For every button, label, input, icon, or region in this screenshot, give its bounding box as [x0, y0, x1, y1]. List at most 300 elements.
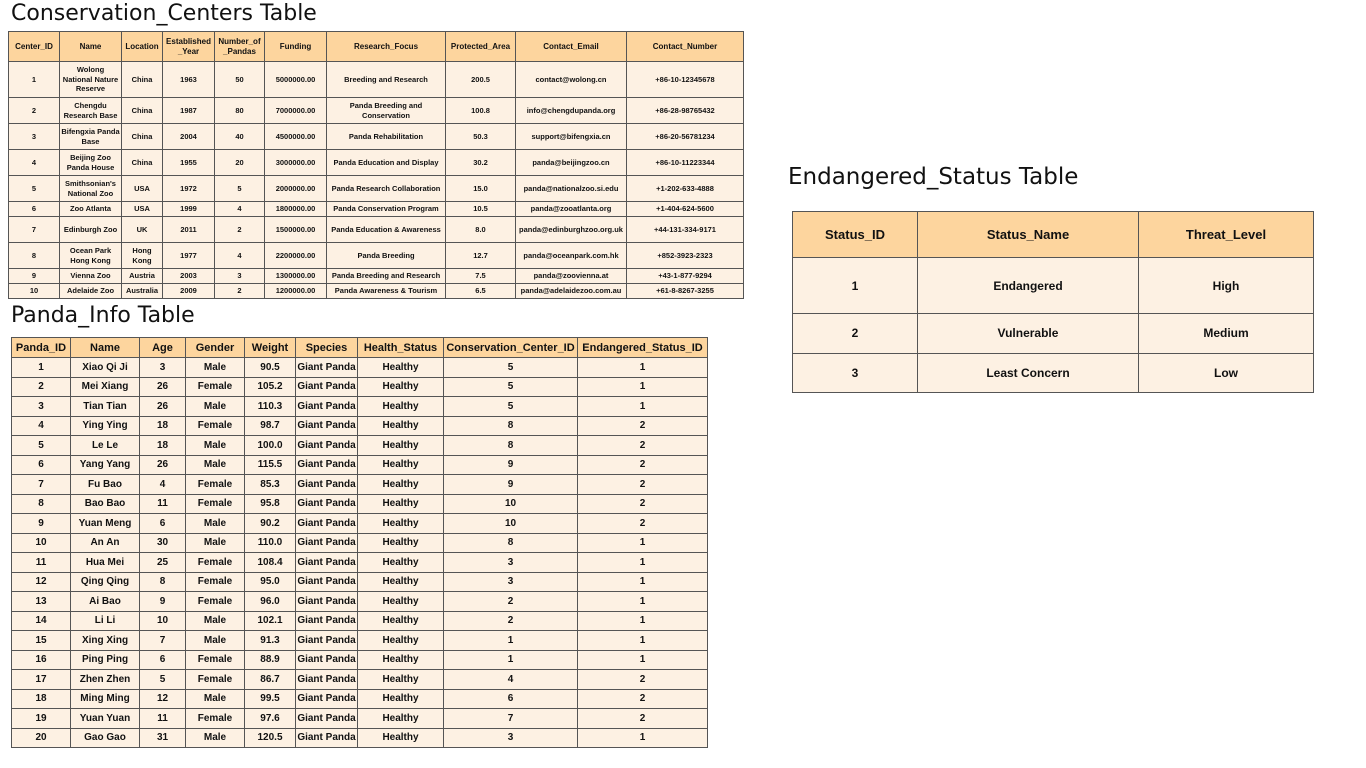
- table-cell: 8.0: [446, 217, 516, 243]
- table-cell: 1: [578, 533, 708, 553]
- table-cell: Zhen Zhen: [71, 670, 140, 690]
- table-cell: 6.5: [446, 284, 516, 299]
- table-cell: 12: [12, 572, 71, 592]
- table-row: [9, 124, 744, 150]
- table-cell: 19: [12, 709, 71, 729]
- table-cell: 20: [12, 728, 71, 748]
- table-cell: 11: [140, 709, 186, 729]
- table-cell: 1300000.00: [265, 269, 327, 284]
- table-row: [9, 202, 744, 217]
- table-cell: 10: [12, 533, 71, 553]
- table-cell: 9: [12, 514, 71, 534]
- table-cell: Male: [186, 514, 245, 534]
- table-cell: 6: [140, 650, 186, 670]
- table-cell: 96.0: [245, 592, 296, 612]
- table-row: [9, 284, 744, 299]
- column-header: Contact_Email: [516, 32, 627, 62]
- table-cell: 7: [444, 709, 578, 729]
- table-cell: panda@adelaidezoo.com.au: [516, 284, 627, 299]
- table-cell: Giant Panda: [296, 650, 358, 670]
- table-cell: 91.3: [245, 631, 296, 651]
- table-cell: Male: [186, 358, 245, 378]
- table-cell: 1: [578, 631, 708, 651]
- column-header: Age: [140, 338, 186, 358]
- table-cell: 5: [444, 397, 578, 417]
- table-cell: Ai Bao: [71, 592, 140, 612]
- table-cell: 4: [215, 202, 265, 217]
- table-cell: 80: [215, 98, 265, 124]
- table-row: [12, 553, 708, 573]
- table-cell: Qing Qing: [71, 572, 140, 592]
- table-cell: Giant Panda: [296, 709, 358, 729]
- table-cell: 14: [12, 611, 71, 631]
- table-cell: 2: [578, 416, 708, 436]
- table-cell: 10.5: [446, 202, 516, 217]
- table-row: [9, 98, 744, 124]
- table-cell: High: [1139, 258, 1314, 314]
- table-cell: 9: [140, 592, 186, 612]
- table-cell: 5: [9, 176, 60, 202]
- table-cell: Giant Panda: [296, 397, 358, 417]
- table-cell: Healthy: [358, 416, 444, 436]
- table-cell: Li Li: [71, 611, 140, 631]
- table-cell: 95.8: [245, 494, 296, 514]
- table-cell: An An: [71, 533, 140, 553]
- table-row: [12, 514, 708, 534]
- table-cell: 18: [12, 689, 71, 709]
- conservation-centers-table: [8, 31, 744, 299]
- table-cell: 1: [578, 572, 708, 592]
- table-cell: 50.3: [446, 124, 516, 150]
- table-cell: info@chengdupanda.org: [516, 98, 627, 124]
- table-cell: 3: [793, 353, 918, 393]
- header-row: [12, 338, 708, 358]
- table-cell: Healthy: [358, 650, 444, 670]
- table-cell: Giant Panda: [296, 611, 358, 631]
- table-cell: 5: [444, 358, 578, 378]
- table-cell: panda@zooatlanta.org: [516, 202, 627, 217]
- table-cell: Healthy: [358, 475, 444, 495]
- table-cell: Healthy: [358, 533, 444, 553]
- table-cell: 2: [578, 436, 708, 456]
- table-row: [9, 176, 744, 202]
- table-cell: Healthy: [358, 455, 444, 475]
- table-cell: Australia: [122, 284, 163, 299]
- table-cell: Bifengxia Panda Base: [60, 124, 122, 150]
- table-cell: 8: [140, 572, 186, 592]
- table-cell: 1: [9, 62, 60, 98]
- endangered-status-title: Endangered_Status Table: [788, 164, 1079, 190]
- table-cell: Male: [186, 455, 245, 475]
- table-cell: Panda Breeding: [327, 243, 446, 269]
- table-cell: 1800000.00: [265, 202, 327, 217]
- table-cell: 200.5: [446, 62, 516, 98]
- table-cell: 1500000.00: [265, 217, 327, 243]
- table-cell: 2: [444, 611, 578, 631]
- table-cell: Breeding and Research: [327, 62, 446, 98]
- table-cell: support@bifengxia.cn: [516, 124, 627, 150]
- table-cell: 88.9: [245, 650, 296, 670]
- table-cell: 4: [9, 150, 60, 176]
- table-cell: 1: [578, 553, 708, 573]
- table-cell: Tian Tian: [71, 397, 140, 417]
- table-cell: 26: [140, 397, 186, 417]
- table-cell: +86-28-98765432: [627, 98, 744, 124]
- column-header: Name: [71, 338, 140, 358]
- table-cell: Chengdu Research Base: [60, 98, 122, 124]
- table-row: [12, 728, 708, 748]
- table-cell: contact@wolong.cn: [516, 62, 627, 98]
- table-row: [9, 269, 744, 284]
- table-cell: Healthy: [358, 397, 444, 417]
- table-cell: 3: [444, 572, 578, 592]
- table-cell: 1: [444, 650, 578, 670]
- table-cell: 2: [578, 494, 708, 514]
- table-cell: 2: [578, 514, 708, 534]
- table-cell: Giant Panda: [296, 592, 358, 612]
- table-cell: China: [122, 150, 163, 176]
- table-cell: Male: [186, 397, 245, 417]
- table-cell: 2200000.00: [265, 243, 327, 269]
- table-cell: Hong Kong: [122, 243, 163, 269]
- table-cell: 8: [9, 243, 60, 269]
- table-cell: Yuan Yuan: [71, 709, 140, 729]
- table-cell: +44-131-334-9171: [627, 217, 744, 243]
- table-cell: 2: [578, 670, 708, 690]
- table-cell: Male: [186, 533, 245, 553]
- table-cell: Austria: [122, 269, 163, 284]
- table-cell: 3: [9, 124, 60, 150]
- table-cell: 7: [9, 217, 60, 243]
- table-cell: 6: [12, 455, 71, 475]
- table-cell: Ming Ming: [71, 689, 140, 709]
- table-cell: Healthy: [358, 631, 444, 651]
- table-row: [793, 353, 1314, 393]
- table-cell: 99.5: [245, 689, 296, 709]
- table-cell: Vienna Zoo: [60, 269, 122, 284]
- table-cell: 2: [9, 98, 60, 124]
- table-cell: 7.5: [446, 269, 516, 284]
- table-cell: 1: [793, 258, 918, 314]
- table-cell: Giant Panda: [296, 475, 358, 495]
- table-cell: 1: [578, 611, 708, 631]
- table-cell: 2: [215, 217, 265, 243]
- table-cell: Giant Panda: [296, 494, 358, 514]
- column-header: Conservation_Center_ID: [444, 338, 578, 358]
- table-cell: Giant Panda: [296, 572, 358, 592]
- table-cell: 4: [444, 670, 578, 690]
- table-cell: 105.2: [245, 377, 296, 397]
- table-cell: Healthy: [358, 728, 444, 748]
- table-cell: 30: [140, 533, 186, 553]
- table-cell: 9: [444, 475, 578, 495]
- table-cell: 2: [578, 689, 708, 709]
- table-cell: Ying Ying: [71, 416, 140, 436]
- table-cell: Female: [186, 650, 245, 670]
- column-header: Center_ID: [9, 32, 60, 62]
- table-row: [12, 416, 708, 436]
- table-cell: Edinburgh Zoo: [60, 217, 122, 243]
- table-cell: panda@oceanpark.com.hk: [516, 243, 627, 269]
- table-cell: Healthy: [358, 670, 444, 690]
- table-cell: 2000000.00: [265, 176, 327, 202]
- table-row: [12, 377, 708, 397]
- table-cell: Female: [186, 709, 245, 729]
- panda-info-title: Panda_Info Table: [11, 303, 195, 328]
- table-cell: Zoo Atlanta: [60, 202, 122, 217]
- table-cell: Healthy: [358, 572, 444, 592]
- table-cell: Male: [186, 436, 245, 456]
- table-cell: +86-10-11223344: [627, 150, 744, 176]
- table-cell: 5: [215, 176, 265, 202]
- table-cell: 26: [140, 377, 186, 397]
- table-cell: Giant Panda: [296, 728, 358, 748]
- table-cell: 2: [444, 592, 578, 612]
- table-cell: 7: [12, 475, 71, 495]
- table-cell: 1: [578, 397, 708, 417]
- column-header: Endangered_Status_ID: [578, 338, 708, 358]
- table-cell: Female: [186, 592, 245, 612]
- table-cell: 3: [444, 553, 578, 573]
- table-cell: Panda Conservation Program: [327, 202, 446, 217]
- table-cell: 31: [140, 728, 186, 748]
- column-header: Status_Name: [918, 212, 1139, 258]
- table-cell: Female: [186, 475, 245, 495]
- table-cell: 4: [215, 243, 265, 269]
- table-row: [12, 572, 708, 592]
- table-cell: Healthy: [358, 494, 444, 514]
- table-cell: 90.5: [245, 358, 296, 378]
- table-cell: 1: [444, 631, 578, 651]
- table-row: [12, 592, 708, 612]
- table-cell: 86.7: [245, 670, 296, 690]
- table-cell: Healthy: [358, 611, 444, 631]
- table-cell: +86-10-12345678: [627, 62, 744, 98]
- table-cell: Le Le: [71, 436, 140, 456]
- table-cell: Fu Bao: [71, 475, 140, 495]
- table-cell: Giant Panda: [296, 416, 358, 436]
- table-row: [9, 62, 744, 98]
- column-header: Gender: [186, 338, 245, 358]
- table-cell: 5: [444, 377, 578, 397]
- table-cell: 1999: [163, 202, 215, 217]
- table-cell: 2: [793, 314, 918, 354]
- table-cell: 1: [578, 358, 708, 378]
- table-cell: Giant Panda: [296, 358, 358, 378]
- table-cell: 2003: [163, 269, 215, 284]
- table-cell: 8: [12, 494, 71, 514]
- table-row: [12, 650, 708, 670]
- table-cell: 1200000.00: [265, 284, 327, 299]
- table-cell: Gao Gao: [71, 728, 140, 748]
- column-header: Protected_Area: [446, 32, 516, 62]
- table-cell: Yang Yang: [71, 455, 140, 475]
- table-cell: Hua Mei: [71, 553, 140, 573]
- table-cell: 3: [215, 269, 265, 284]
- column-header: Established _Year: [163, 32, 215, 62]
- table-cell: 2: [578, 709, 708, 729]
- table-cell: 1963: [163, 62, 215, 98]
- table-cell: +852-3923-2323: [627, 243, 744, 269]
- table-cell: +43-1-877-9294: [627, 269, 744, 284]
- table-cell: 1972: [163, 176, 215, 202]
- table-cell: Healthy: [358, 553, 444, 573]
- table-cell: Healthy: [358, 689, 444, 709]
- table-cell: 95.0: [245, 572, 296, 592]
- table-cell: Male: [186, 728, 245, 748]
- table-cell: Panda Research Collaboration: [327, 176, 446, 202]
- table-cell: 110.3: [245, 397, 296, 417]
- table-cell: 5: [140, 670, 186, 690]
- table-cell: 1: [578, 728, 708, 748]
- table-cell: 16: [12, 650, 71, 670]
- column-header: Funding: [265, 32, 327, 62]
- table-cell: Giant Panda: [296, 455, 358, 475]
- table-cell: 18: [140, 436, 186, 456]
- column-header: Threat_Level: [1139, 212, 1314, 258]
- column-header: Weight: [245, 338, 296, 358]
- table-cell: Panda Education & Awareness: [327, 217, 446, 243]
- table-cell: 2: [215, 284, 265, 299]
- table-cell: Female: [186, 416, 245, 436]
- table-cell: 20: [215, 150, 265, 176]
- table-cell: 100.0: [245, 436, 296, 456]
- table-cell: Adelaide Zoo: [60, 284, 122, 299]
- table-cell: 85.3: [245, 475, 296, 495]
- table-cell: Female: [186, 553, 245, 573]
- table-cell: 4500000.00: [265, 124, 327, 150]
- table-row: [12, 475, 708, 495]
- conservation-centers-title: Conservation_Centers Table: [11, 1, 317, 26]
- table-cell: 108.4: [245, 553, 296, 573]
- table-cell: 1955: [163, 150, 215, 176]
- column-header: Name: [60, 32, 122, 62]
- table-cell: 40: [215, 124, 265, 150]
- table-cell: China: [122, 124, 163, 150]
- table-cell: 1: [578, 377, 708, 397]
- table-cell: panda@zoovienna.at: [516, 269, 627, 284]
- table-cell: 90.2: [245, 514, 296, 534]
- table-cell: Giant Panda: [296, 553, 358, 573]
- table-cell: Panda Breeding and Conservation: [327, 98, 446, 124]
- table-cell: 120.5: [245, 728, 296, 748]
- table-cell: 110.0: [245, 533, 296, 553]
- table-cell: 12: [140, 689, 186, 709]
- column-header: Panda_ID: [12, 338, 71, 358]
- table-cell: 13: [12, 592, 71, 612]
- table-cell: Healthy: [358, 709, 444, 729]
- table-cell: Giant Panda: [296, 514, 358, 534]
- table-cell: Panda Awareness & Tourism: [327, 284, 446, 299]
- table-cell: 4: [140, 475, 186, 495]
- table-cell: Medium: [1139, 314, 1314, 354]
- column-header: Status_ID: [793, 212, 918, 258]
- table-cell: Xing Xing: [71, 631, 140, 651]
- table-cell: Beijing Zoo Panda House: [60, 150, 122, 176]
- table-cell: Vulnerable: [918, 314, 1139, 354]
- table-cell: 3: [444, 728, 578, 748]
- column-header: Number_of _Pandas: [215, 32, 265, 62]
- table-cell: 7000000.00: [265, 98, 327, 124]
- table-cell: Xiao Qi Ji: [71, 358, 140, 378]
- table-cell: Giant Panda: [296, 377, 358, 397]
- table-cell: 10: [9, 284, 60, 299]
- table-cell: Giant Panda: [296, 533, 358, 553]
- table-row: [12, 709, 708, 729]
- table-cell: panda@nationalzoo.si.edu: [516, 176, 627, 202]
- table-row: [12, 494, 708, 514]
- table-cell: Healthy: [358, 377, 444, 397]
- table-cell: USA: [122, 176, 163, 202]
- table-cell: Endangered: [918, 258, 1139, 314]
- table-cell: 8: [444, 533, 578, 553]
- table-cell: Giant Panda: [296, 631, 358, 651]
- table-cell: 10: [444, 514, 578, 534]
- table-cell: 1987: [163, 98, 215, 124]
- column-header: Health_Status: [358, 338, 444, 358]
- table-cell: UK: [122, 217, 163, 243]
- table-cell: 26: [140, 455, 186, 475]
- table-row: [12, 436, 708, 456]
- table-cell: 3: [140, 358, 186, 378]
- table-cell: Female: [186, 670, 245, 690]
- table-cell: 4: [12, 416, 71, 436]
- table-cell: 11: [12, 553, 71, 573]
- table-cell: 9: [9, 269, 60, 284]
- table-cell: 7: [140, 631, 186, 651]
- table-cell: Mei Xiang: [71, 377, 140, 397]
- table-cell: 18: [140, 416, 186, 436]
- table-cell: +1-404-624-5600: [627, 202, 744, 217]
- table-cell: China: [122, 98, 163, 124]
- table-cell: 1: [12, 358, 71, 378]
- table-cell: Giant Panda: [296, 670, 358, 690]
- table-cell: Wolong National Nature Reserve: [60, 62, 122, 98]
- table-row: [12, 611, 708, 631]
- column-header: Research_Focus: [327, 32, 446, 62]
- column-header: Species: [296, 338, 358, 358]
- table-row: [12, 670, 708, 690]
- table-cell: 3000000.00: [265, 150, 327, 176]
- column-header: Contact_Number: [627, 32, 744, 62]
- panda-info-table: [11, 337, 708, 748]
- table-row: [793, 314, 1314, 354]
- table-cell: 5000000.00: [265, 62, 327, 98]
- table-cell: 6: [9, 202, 60, 217]
- table-row: [12, 533, 708, 553]
- table-cell: Healthy: [358, 436, 444, 456]
- table-cell: 8: [444, 416, 578, 436]
- table-cell: 15: [12, 631, 71, 651]
- table-cell: 100.8: [446, 98, 516, 124]
- table-cell: panda@edinburghzoo.org.uk: [516, 217, 627, 243]
- header-row: [9, 32, 744, 62]
- table-cell: Male: [186, 611, 245, 631]
- table-cell: 97.6: [245, 709, 296, 729]
- table-cell: Panda Rehabilitation: [327, 124, 446, 150]
- table-cell: 2009: [163, 284, 215, 299]
- table-cell: Ocean Park Hong Kong: [60, 243, 122, 269]
- table-cell: Yuan Meng: [71, 514, 140, 534]
- table-cell: 6: [444, 689, 578, 709]
- table-row: [9, 217, 744, 243]
- table-cell: 2: [12, 377, 71, 397]
- table-cell: 1977: [163, 243, 215, 269]
- endangered-status-table: [792, 211, 1314, 393]
- table-cell: Healthy: [358, 358, 444, 378]
- table-cell: 9: [444, 455, 578, 475]
- table-cell: Giant Panda: [296, 436, 358, 456]
